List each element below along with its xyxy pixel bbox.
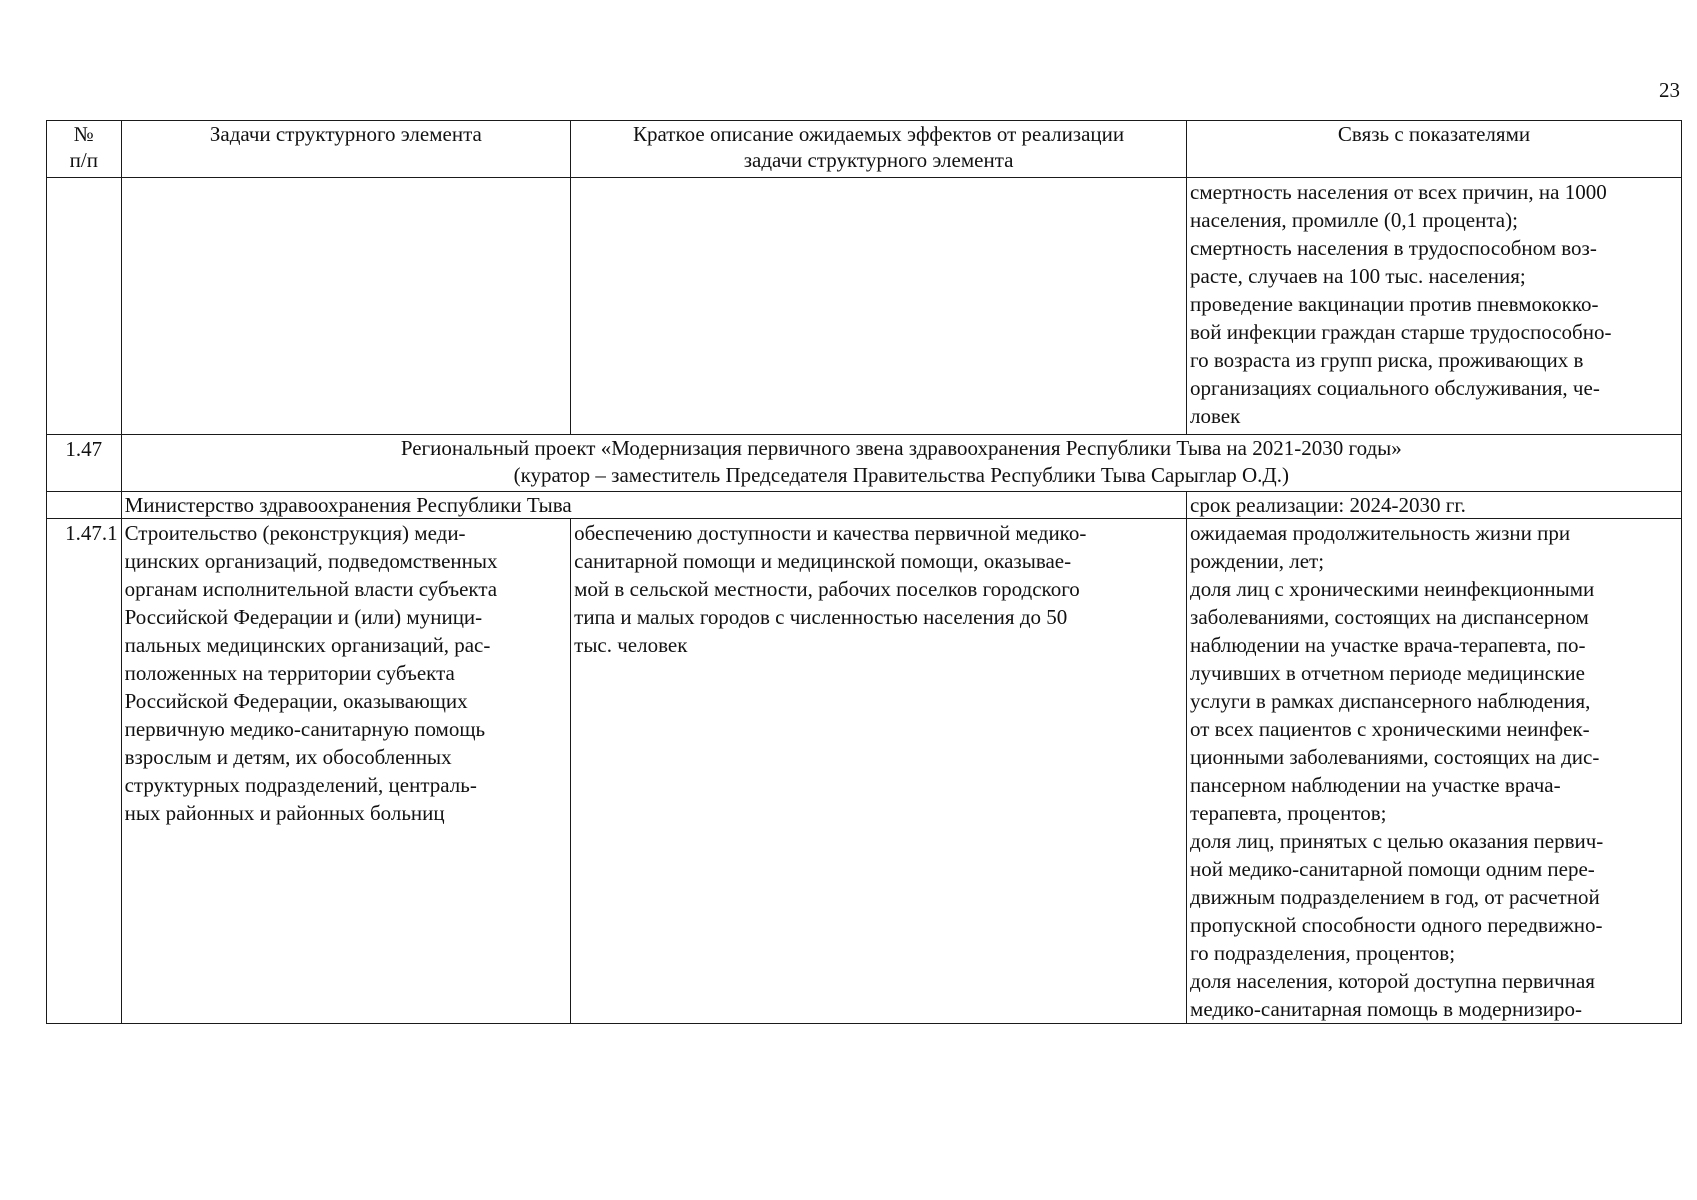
indicator-line: движным подразделением в год, от расчетной <box>1190 885 1600 909</box>
task-line: Российской Федерации, оказывающих <box>124 689 468 713</box>
indicator-line: ловек <box>1190 404 1241 428</box>
indicator-line: смертность населения в трудоспособном воз- <box>1190 236 1597 260</box>
indicator-line: услуги в рамках диспансерного наблюдения, <box>1190 689 1591 713</box>
table-row-continuation <box>47 178 1682 435</box>
page-number: 23 <box>1659 78 1680 102</box>
task-line: цинских организаций, подведомственных <box>124 549 498 573</box>
task-line: Российской Федерации и (или) муници- <box>124 605 483 629</box>
header-tasks <box>121 121 571 178</box>
header-effects-line: задачи структурного элемента <box>743 148 1014 172</box>
indicator-line: рождении, лет; <box>1190 549 1325 573</box>
task-line: органам исполнительной власти субъекта <box>124 577 498 601</box>
indicator-line: доля лиц, принятых с целью оказания первич- <box>1190 829 1604 853</box>
cell-num-empty <box>47 178 122 435</box>
table-row-item <box>47 519 1682 1024</box>
project-curator-line: (куратор – заместитель Председателя Правительства Республики Тыва Сарыглар О.Д.) <box>513 463 1289 487</box>
task-line: положенных на территории субъекта <box>124 661 455 685</box>
header-indicators <box>1187 121 1682 178</box>
header-tasks-text: Задачи структурного элемента <box>209 122 482 146</box>
indicator-line: пропускной способности одного передвижно- <box>1190 913 1603 937</box>
cell-ministry-num-empty <box>47 492 122 519</box>
indicator-line: доля лиц с хроническими неинфекционными <box>1190 577 1595 601</box>
indicator-line: ной медико-санитарной помощи одним пере- <box>1190 857 1595 881</box>
indicator-line: заболеваниями, состоящих на диспансерном <box>1190 605 1589 629</box>
cell-item-effect <box>571 519 1187 1024</box>
cell-project-title <box>121 435 1681 492</box>
task-line: ных районных и районных больниц <box>124 801 445 825</box>
cell-project-num: 1.47 <box>47 435 122 492</box>
indicator-line: расте, случаев на 100 тыс. населения; <box>1190 264 1526 288</box>
header-num-line: № <box>73 122 94 146</box>
indicator-line: медико-санитарная помощь в модернизиро- <box>1190 997 1582 1021</box>
table-row-project <box>47 435 1682 492</box>
cell-item-indicators <box>1187 519 1682 1024</box>
indicator-line: наблюдении на участке врача-терапевта, по- <box>1190 633 1586 657</box>
effect-line: санитарной помощи и медицинской помощи, оказывае- <box>574 549 1072 573</box>
indicator-line: го подразделения, процентов; <box>1190 941 1456 965</box>
cell-term: срок реализации: 2024-2030 гг. <box>1187 492 1682 519</box>
cell-indicators <box>1187 178 1682 435</box>
effect-line: типа и малых городов с численностью населения до 50 <box>574 605 1068 629</box>
header-effects-line: Краткое описание ожидаемых эффектов от реализации <box>633 122 1125 146</box>
cell-responsible: Министерство здравоохранения Республики Тыва <box>121 492 1186 519</box>
header-num-line: п/п <box>69 148 98 172</box>
task-line: взрослым и детям, их обособленных <box>124 745 452 769</box>
indicator-line: смертность населения от всех причин, на 1000 <box>1190 180 1607 204</box>
header-num <box>47 121 122 178</box>
indicator-line: населения, промилле (0,1 процента); <box>1190 208 1518 232</box>
indicator-line: проведение вакцинации против пневмококко- <box>1190 292 1599 316</box>
project-title-line: Региональный проект «Модернизация первичного звена здравоохранения Республики Тыва на 2021-2030 годы» <box>400 436 1402 460</box>
task-line: Строительство (реконструкция) меди- <box>124 521 466 545</box>
indicator-line: от всех пациентов с хроническими неинфек- <box>1190 717 1590 741</box>
header-effects <box>571 121 1187 178</box>
structural-elements-table <box>46 120 1682 1024</box>
cell-item-task <box>121 519 571 1024</box>
task-line: структурных подразделений, централь- <box>124 773 477 797</box>
indicator-line: го возраста из групп риска, проживающих в <box>1190 348 1584 372</box>
indicator-line: лучивших в отчетном периоде медицинские <box>1190 661 1585 685</box>
indicator-line: пансерном наблюдении на участке врача- <box>1190 773 1561 797</box>
effect-line: обеспечению доступности и качества первичной медико- <box>574 521 1087 545</box>
indicator-line: организациях социального обслуживания, че- <box>1190 376 1600 400</box>
effect-line: тыс. человек <box>574 633 688 657</box>
header-indicators-text: Связь с показателями <box>1337 122 1531 146</box>
table-row-ministry <box>47 492 1682 519</box>
cell-item-num: 1.47.1 <box>47 519 122 1024</box>
effect-line: мой в сельской местности, рабочих поселков городского <box>574 577 1080 601</box>
task-line: пальных медицинских организаций, рас- <box>124 633 491 657</box>
indicator-line: ожидаемая продолжительность жизни при <box>1190 521 1571 545</box>
cell-effect-empty <box>571 178 1187 435</box>
task-line: первичную медико-санитарную помощь <box>124 717 486 741</box>
indicator-line: доля населения, которой доступна первичная <box>1190 969 1595 993</box>
cell-task-empty <box>121 178 571 435</box>
indicator-line: ционными заболеваниями, состоящих на дис- <box>1190 745 1600 769</box>
table-header-row <box>47 121 1682 178</box>
indicator-line: вой инфекции граждан старше трудоспособно- <box>1190 320 1612 344</box>
indicator-line: терапевта, процентов; <box>1190 801 1387 825</box>
